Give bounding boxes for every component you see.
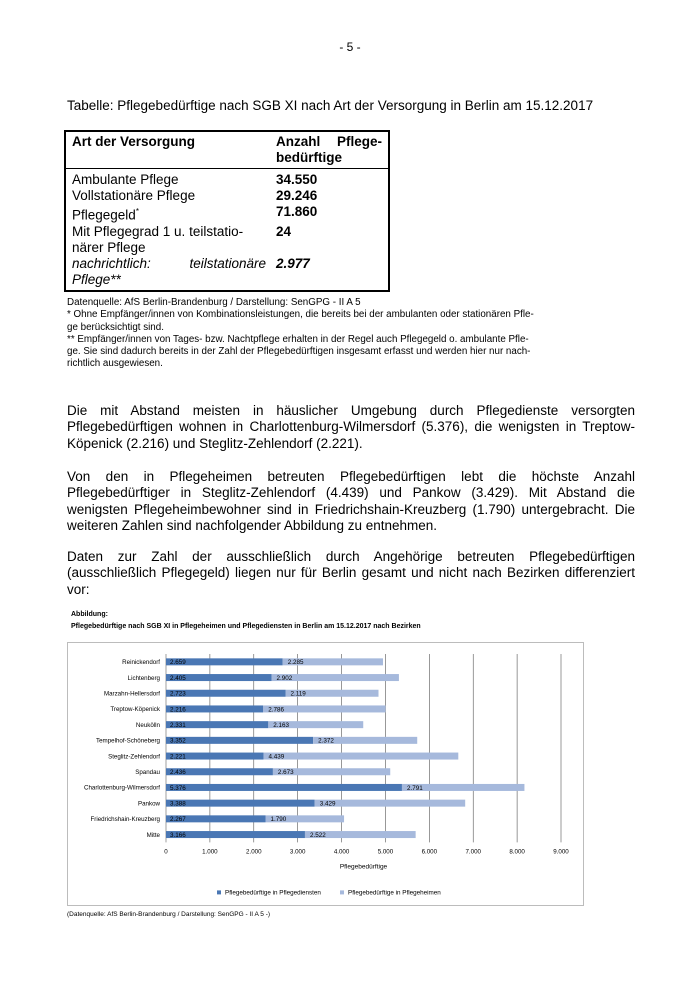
row-label: Ambulante Pflege xyxy=(72,172,179,187)
data-label-pflegedienste: 2.331 xyxy=(170,721,186,729)
header-beduerftige-word: bedürftige xyxy=(276,150,342,165)
paragraph-1: Die mit Abstand meisten in häuslicher Umgebung durch Pflegedienste versorgten Pflegebedürftigen wohnen in Charlottenburg-Wilmersdorf (5.376), die wenigsten in Treptow-Köpenick (2.216) und Steglitz-Zehlendorf (2.221). xyxy=(67,403,635,451)
bar-chart xyxy=(68,643,583,905)
data-label-pflegeheime: 2.522 xyxy=(309,831,326,839)
data-label-pflegeheime: 2.285 xyxy=(287,659,304,667)
category-label: Tempelhof-Schöneberg xyxy=(96,737,160,745)
data-label-pflegedienste: 3.388 xyxy=(170,800,186,808)
bar-pflegeheime xyxy=(263,753,458,760)
bar-pflegedienste xyxy=(166,737,313,744)
data-label-pflegeheime: 2.119 xyxy=(290,690,306,698)
data-label-pflegeheime: 1.790 xyxy=(270,816,287,824)
x-tick-label: 1.000 xyxy=(202,848,218,856)
table-header-art: Art der Versorgung xyxy=(65,131,272,169)
table-row xyxy=(65,256,389,291)
data-label-pflegedienste: 3.166 xyxy=(170,831,186,839)
data-label-pflegeheime: 4.439 xyxy=(268,753,285,761)
row-label-pflegegeld xyxy=(65,204,272,224)
data-label-pflegedienste: 5.376 xyxy=(170,784,186,792)
bar-pflegedienste xyxy=(166,784,402,791)
row-value: 2.977 xyxy=(276,255,310,271)
x-tick-label: 6.000 xyxy=(421,848,438,856)
row-label-pflegegrad xyxy=(65,224,272,256)
row-label: Pflegegeld xyxy=(72,207,136,223)
category-label: Friedrichshain-Kreuzberg xyxy=(90,816,160,824)
row-label-line2: närer Pflege xyxy=(72,239,146,255)
chart-container xyxy=(67,642,584,906)
data-label-pflegeheime: 2.791 xyxy=(406,784,423,792)
table-title: Tabelle: Pflegebedürftige nach SGB XI nach Art der Versorgung in Berlin am 15.12.2017 xyxy=(67,98,594,113)
figure-title: Pflegebedürftige nach SGB XI in Pflegeheimen und Pflegediensten in Berlin am 15.12.2017 nach Bezirken xyxy=(71,623,421,630)
page-number: - 5 - xyxy=(339,40,361,54)
data-label-pflegedienste: 3.352 xyxy=(170,737,186,745)
row-label-part1: nachrichtlich: xyxy=(72,255,151,271)
legend-label-pflegeheime: Pflegebedürftige in Pflegeheimen xyxy=(348,889,441,897)
category-label: Lichtenberg xyxy=(127,674,160,682)
row-label-part2: teilstationäre xyxy=(189,255,266,271)
category-label: Neukölln xyxy=(135,721,160,729)
table-row xyxy=(65,224,389,256)
note-1-line2: ge berücksichtigt sind. xyxy=(67,321,164,333)
category-label: Charlottenburg-Wilmersdorf xyxy=(84,784,160,792)
data-label-pflegedienste: 2.659 xyxy=(170,659,186,667)
bar-pflegeheime xyxy=(315,800,465,807)
x-tick-label: 3.000 xyxy=(289,848,306,856)
paragraph-3: Daten zur Zahl der ausschließlich durch Angehörige betreuten Pflegebedürftigen (ausschließlich Pflegegeld) liegen nur für Berlin gesamt und nicht nach Bezirken differenziert vor: xyxy=(67,549,635,597)
row-value: 29.246 xyxy=(276,188,318,203)
table-row xyxy=(65,188,389,204)
row-label: Vollstationäre Pflege xyxy=(72,188,196,203)
table-row xyxy=(65,169,389,189)
x-tick-label: 9.000 xyxy=(553,848,569,856)
bar-pflegedienste xyxy=(166,831,305,838)
legend-label-pflegedienste: Pflegebedürftige in Pflegediensten xyxy=(225,889,321,897)
data-label-pflegedienste: 2.436 xyxy=(170,769,186,777)
category-label: Pankow xyxy=(137,800,160,808)
x-tick-label: 2.000 xyxy=(246,848,262,856)
figure-label: Abbildung: xyxy=(71,611,108,618)
note-1-line1: * Ohne Empfänger/innen von Kombinationsleistungen, die bereits bei der ambulanten oder stationären Pfle- xyxy=(67,309,534,321)
notes-source: Datenquelle: AfS Berlin-Brandenburg / Darstellung: SenGPG - II A 5 xyxy=(67,297,361,308)
category-label: Steglitz-Zehlendorf xyxy=(108,753,160,761)
data-label-pflegedienste: 2.221 xyxy=(170,753,186,761)
data-label-pflegeheime: 2.786 xyxy=(268,706,285,714)
header-anzahl-word: Anzahl xyxy=(276,134,321,149)
data-label-pflegeheime: 2.902 xyxy=(276,674,293,682)
x-tick-label: 7.000 xyxy=(465,848,481,856)
category-label: Spandau xyxy=(135,768,160,776)
data-label-pflegeheime: 2.163 xyxy=(273,721,290,729)
x-tick-label: 8.000 xyxy=(509,848,525,856)
table-header-anzahl xyxy=(272,131,389,169)
versorgung-table xyxy=(64,130,390,292)
x-tick-label: 5.000 xyxy=(377,848,394,856)
row-label-nachrichtlich xyxy=(65,256,272,291)
category-label: Mitte xyxy=(146,831,160,839)
legend-swatch-pflegedienste xyxy=(217,890,221,894)
x-tick-label: 4.000 xyxy=(333,848,350,856)
category-label: Marzahn-Hellersdorf xyxy=(103,690,160,698)
legend-swatch-pflegeheime xyxy=(340,890,344,894)
data-label-pflegedienste: 2.723 xyxy=(170,690,186,698)
bar-pflegedienste xyxy=(166,800,315,807)
row-label-line1: Mit Pflegegrad 1 u. teilstatio- xyxy=(72,223,244,239)
data-label-pflegedienste: 2.216 xyxy=(170,706,186,714)
note-2-line3: richtlich ausgewiesen. xyxy=(67,358,163,370)
x-tick-label: 0 xyxy=(164,848,168,856)
footnote-marker: * xyxy=(135,207,139,216)
row-value: 24 xyxy=(276,223,292,239)
note-2-line1: ** Empfänger/innen von Tages- bzw. Nachtpflege erhalten in der Regel auch Pflegegeld o. ambulante Pfle- xyxy=(67,333,529,345)
category-label: Reinickendorf xyxy=(122,659,160,667)
row-label-line2: Pflege** xyxy=(72,271,121,287)
x-axis-title: Pflegebedürftige xyxy=(339,863,388,871)
data-label-pflegeheime: 3.429 xyxy=(319,800,336,808)
figure-source: (Datenquelle: AfS Berlin-Brandenburg / Darstellung: SenGPG - II A 5 -) xyxy=(67,911,271,918)
row-value: 34.550 xyxy=(276,172,318,187)
row-value: 71.860 xyxy=(276,204,318,219)
note-2-line2: ge. Sie sind dadurch bereits in der Zahl der Pflegebedürftigen insgesamt erfasst und werden hier nur nach- xyxy=(67,346,531,358)
data-label-pflegedienste: 2.405 xyxy=(170,674,186,682)
table-row xyxy=(65,204,389,224)
data-label-pflegeheime: 2.372 xyxy=(318,737,334,745)
data-label-pflegedienste: 2.267 xyxy=(170,816,186,824)
category-label: Treptow-Köpenick xyxy=(110,706,160,714)
table-notes xyxy=(67,297,633,371)
data-label-pflegeheime: 2.673 xyxy=(277,769,294,777)
table-header-row xyxy=(65,131,389,169)
header-pflege-word: Pflege- xyxy=(336,134,382,149)
paragraph-2: Von den in Pflegeheimen betreuten Pflegebedürftigen lebt die höchste Anzahl Pflegebedürftiger in Steglitz-Zehlendorf (4.439) und Pankow (3.429). Mit Abstand die wenigsten Pflegeheimbewohner sind in Friedrichshain-Kreuzberg (1.790) untergebracht. Die weiteren Zahlen sind nachfolgender Abbildung zu entnehmen. xyxy=(67,469,635,534)
